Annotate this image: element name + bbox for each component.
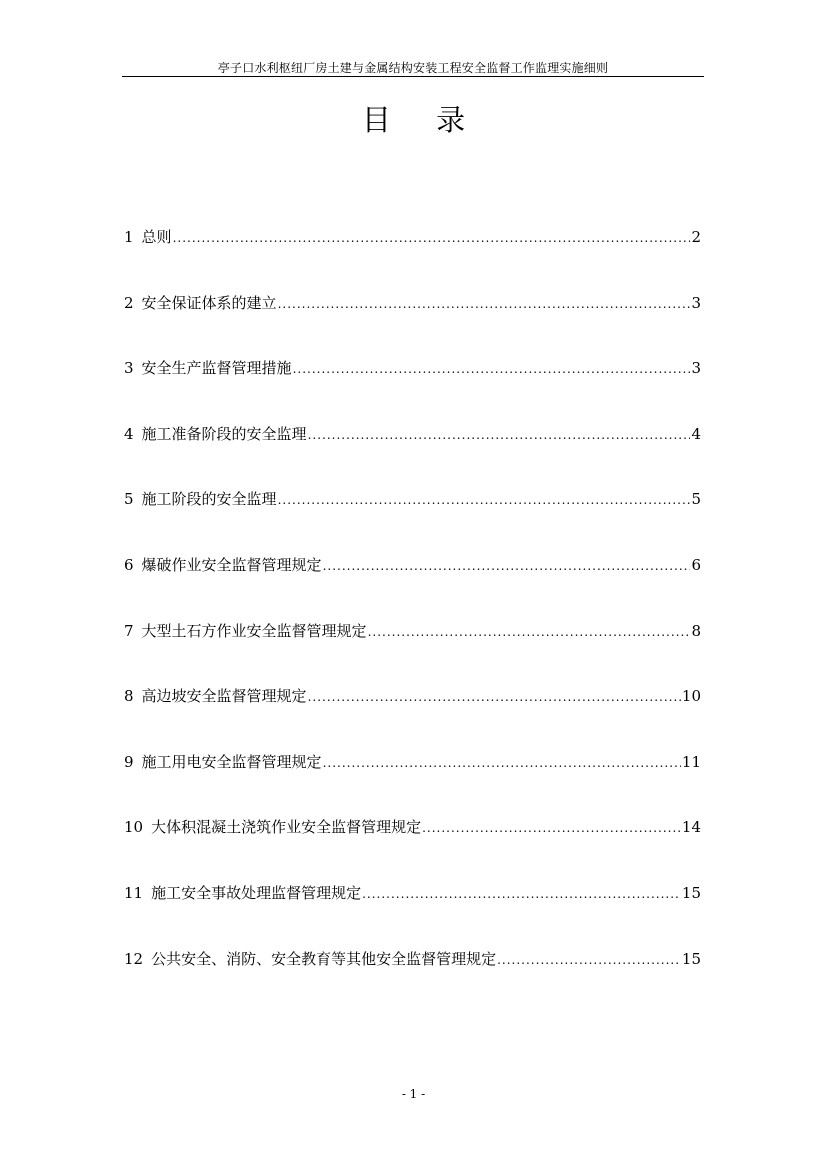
toc-leader-dots	[278, 489, 691, 511]
toc-leader-dots	[422, 817, 681, 839]
toc-entry-title: 大体积混凝土浇筑作业安全监督管理规定	[151, 818, 422, 837]
toc-leader-dots	[323, 752, 681, 774]
toc-entry-number: 6	[124, 555, 134, 574]
toc-entry-title: 高边坡安全监督管理规定	[141, 687, 307, 706]
toc-leader-dots	[308, 424, 691, 446]
toc-entry-number: 5	[124, 490, 134, 509]
toc-entry[interactable]	[124, 685, 701, 751]
toc-entry-page: 15	[681, 949, 701, 968]
toc-leader-dots	[173, 227, 691, 249]
toc-entry[interactable]	[124, 357, 701, 423]
toc-entry-page: 10	[681, 687, 701, 706]
toc-entry-number: 3	[124, 359, 134, 378]
toc-entry-page: 3	[691, 359, 701, 378]
toc-entry-title: 施工准备阶段的安全监理	[141, 424, 307, 443]
toc-entry-page: 11	[681, 752, 701, 771]
running-header: 亭子口水利枢纽厂房土建与金属结构安装工程安全监督工作监理实施细则	[217, 61, 609, 75]
table-of-contents	[124, 226, 701, 1013]
toc-entry[interactable]	[124, 882, 701, 948]
toc-entry-title: 施工用电安全监督管理规定	[141, 752, 322, 771]
toc-entry-number: 1	[124, 228, 134, 246]
toc-leader-dots	[323, 555, 691, 577]
toc-leader-dots	[497, 949, 681, 971]
toc-entry-title: 大型土石方作业安全监督管理规定	[141, 621, 367, 640]
toc-entry-title: 施工安全事故处理监督管理规定	[151, 883, 362, 902]
header-rule	[122, 76, 704, 77]
toc-entry-title: 施工阶段的安全监理	[141, 490, 277, 509]
toc-entry-page: 2	[691, 228, 701, 246]
toc-entry-page: 4	[691, 424, 701, 443]
toc-entry[interactable]	[124, 488, 701, 554]
toc-entry-title: 安全生产监督管理措施	[141, 359, 292, 378]
toc-leader-dots	[368, 621, 691, 643]
toc-entry-number: 11	[124, 883, 144, 902]
toc-entry[interactable]	[124, 554, 701, 620]
toc-entry-number: 9	[124, 752, 134, 771]
toc-leader-dots	[293, 358, 691, 380]
toc-entry[interactable]	[124, 948, 701, 1014]
toc-entry-page: 15	[681, 883, 701, 902]
toc-entry-title: 安全保证体系的建立	[141, 293, 277, 312]
toc-entry-page: 14	[681, 818, 701, 837]
toc-entry-page: 8	[691, 621, 701, 640]
toc-entry[interactable]	[124, 620, 701, 686]
toc-leader-dots	[362, 883, 681, 905]
toc-entry-page: 5	[691, 490, 701, 509]
toc-entry-number: 2	[124, 293, 134, 312]
toc-entry-title: 爆破作业安全监督管理规定	[141, 555, 322, 574]
page-number: - 1 -	[401, 1087, 426, 1101]
toc-entry[interactable]	[124, 816, 701, 882]
toc-entry-number: 12	[124, 949, 144, 968]
toc-entry-number: 10	[124, 818, 144, 837]
toc-leader-dots	[278, 293, 691, 315]
toc-entry[interactable]	[124, 751, 701, 817]
toc-entry-title: 总则	[141, 228, 172, 246]
toc-entry-page: 3	[691, 293, 701, 312]
toc-entry-number: 8	[124, 687, 134, 706]
toc-entry[interactable]	[124, 292, 701, 358]
toc-entry-page: 6	[691, 555, 701, 574]
toc-entry[interactable]	[124, 423, 701, 489]
toc-entry[interactable]	[124, 226, 701, 292]
toc-leader-dots	[308, 686, 681, 708]
toc-entry-number: 7	[124, 621, 134, 640]
toc-entry-title: 公共安全、消防、安全教育等其他安全监督管理规定	[151, 949, 497, 968]
toc-entry-number: 4	[124, 424, 134, 443]
page-title: 目 录	[361, 103, 484, 137]
